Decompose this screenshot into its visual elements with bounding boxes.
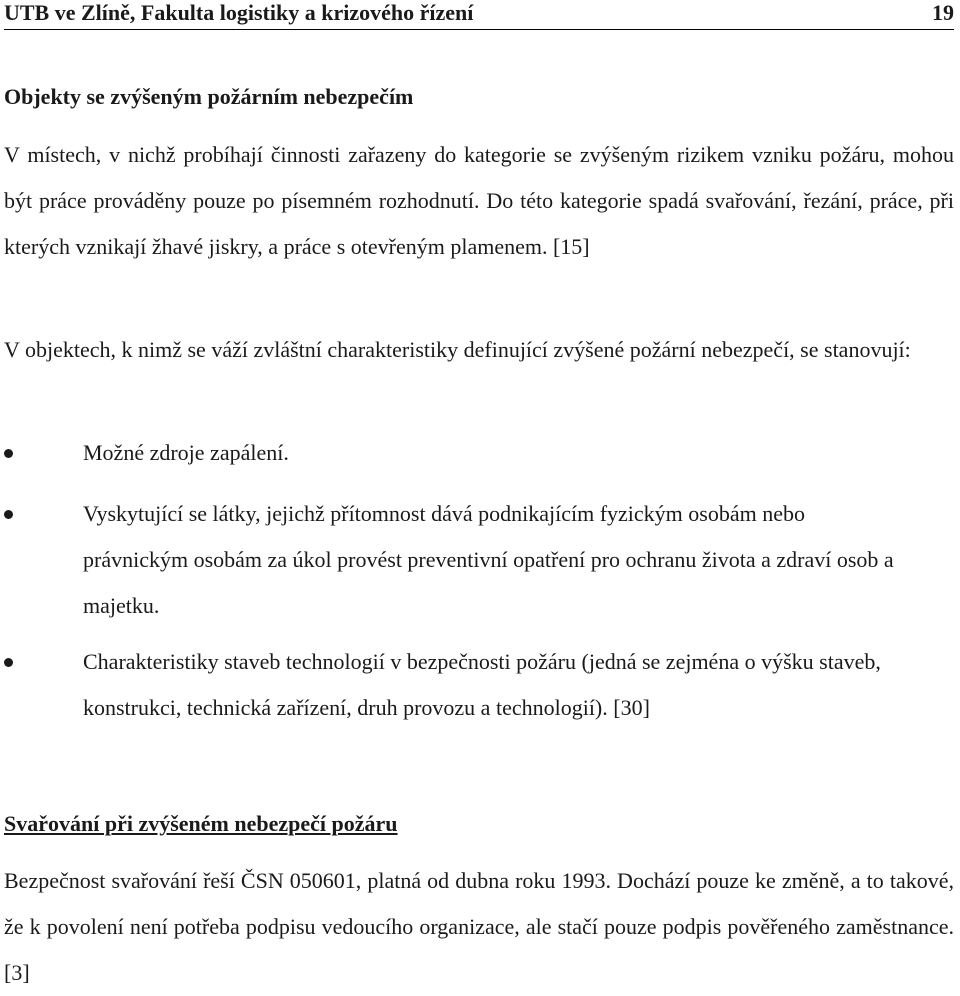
section-heading-welding: Svařování při zvýšeném nebezpečí požáru: [4, 811, 398, 836]
paragraph-special-characteristics: V objektech, k nimž se váží zvláštní charakteristiky definující zvýšené požární nebezpečí, se stanovují:: [4, 337, 911, 362]
bullet-icon: [4, 449, 13, 458]
list-item-text: Charakteristiky staveb technologií v bezpečnosti požáru (jedná se zejména o výšku staveb, konstrukci, technická zařízení, druh provozu a technologií). [30]: [83, 649, 881, 720]
paragraph-hazard-categories: V místech, v nichž probíhají činnosti zařazeny do kategorie se zvýšeným rizikem vzniku požáru, mohou být práce prováděny pouze po písemném rozhodnutí. Do této kategorie spadá svařování, řezání, práce, při kterých vznikají žhavé jiskry, a práce s otevřeným plamenem. [15]: [4, 142, 954, 259]
list-item-text: Možné zdroje zapálení.: [83, 440, 289, 465]
list-item-text: Vyskytující se látky, jejichž přítomnost dává podnikajícím fyzickým osobám nebo právnickým osobám za úkol provést preventivní opatření pro ochranu života a zdraví osob a majetku.: [83, 501, 894, 618]
bullet-icon: [4, 658, 13, 667]
bullet-icon: [4, 510, 13, 519]
page-header: [4, 0, 954, 30]
section-heading-fire-hazard-objects: Objekty se zvýšeným požárním nebezpečím: [4, 84, 414, 109]
page-number: 19: [932, 0, 954, 25]
header-title: UTB ve Zlíně, Fakulta logistiky a krizového řízení: [4, 0, 474, 25]
paragraph-welding-safety: Bezpečnost svařování řeší ČSN 050601, platná od dubna roku 1993. Dochází pouze ke změně, a to takové, že k povolení není potřeba podpisu vedoucího organizace, ale stačí pouze podpis pověřeného zaměstnance. [3]: [4, 868, 954, 985]
